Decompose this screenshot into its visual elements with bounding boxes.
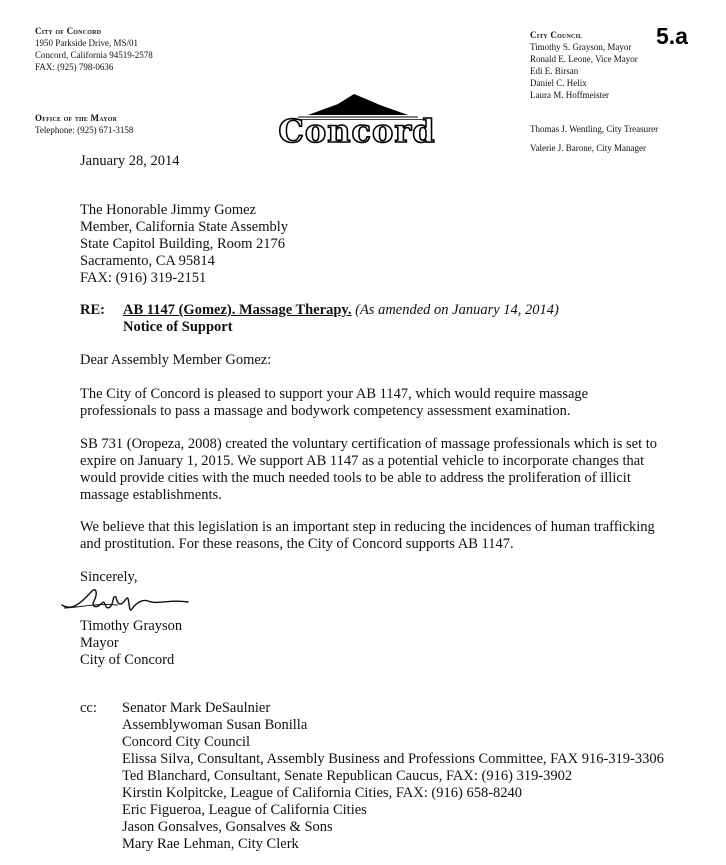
recipient-line: Sacramento, CA 95814 <box>80 253 215 269</box>
org-name: City of Concord <box>35 26 102 36</box>
amended-note: (As amended on January 14, 2014) <box>355 302 559 318</box>
signature-icon <box>58 585 193 621</box>
cc-recipient: Mary Rae Lehman, City Clerk <box>122 836 299 852</box>
body-paragraph <box>80 386 588 420</box>
signer-block <box>80 618 182 669</box>
recipient-line: FAX: (916) 319-2151 <box>80 270 207 286</box>
paragraph-line: and prostitution. For these reasons, the City of Concord supports AB 1147. <box>80 536 514 552</box>
cc-recipient: Concord City Council <box>122 734 251 750</box>
salutation: Dear Assembly Member Gomez: <box>80 352 272 368</box>
logo-text: Concord <box>278 112 436 144</box>
signer-name: Timothy Grayson <box>80 618 183 634</box>
paragraph-line: SB 731 (Oropeza, 2008) created the voluntary certification of massage professionals which is set to <box>80 436 658 452</box>
letter-date: January 28, 2014 <box>80 153 180 169</box>
paragraph-line: expire on January 1, 2015. We support AB 1147 as a potential vehicle to incorporate changes that <box>80 453 645 469</box>
cc-recipient: Elissa Silva, Consultant, Assembly Business and Professions Committee, FAX 916-319-3306 <box>122 751 664 767</box>
signer-title: Mayor <box>80 635 119 651</box>
council-member: Edi E. Birsan <box>530 66 579 76</box>
cc-recipient: Ted Blanchard, Consultant, Senate Republican Caucus, FAX: (916) 319-3902 <box>122 768 573 784</box>
signer-org: City of Concord <box>80 652 175 668</box>
city-treasurer: Thomas J. Wentling, City Treasurer <box>530 124 659 134</box>
address-line2: Concord, California 94519-2578 <box>35 50 153 60</box>
bill-title: AB 1147 (Gomez). Massage Therapy. <box>123 302 352 318</box>
cc-recipient: Senator Mark DeSaulnier <box>122 700 271 716</box>
office-name: Office of the Mayor <box>35 113 118 123</box>
council-member: Laura M. Hoffmeister <box>530 90 610 100</box>
concord-logo <box>268 92 446 144</box>
re-label: RE: <box>80 302 105 318</box>
council-member: Timothy S. Grayson, Mayor <box>530 42 632 52</box>
re-subject <box>123 302 559 319</box>
paragraph-line: The City of Concord is pleased to support your AB 1147, which would require massage <box>80 386 589 402</box>
cc-recipient: Kirstin Kolpitcke, League of California Cities, FAX: (916) 658-8240 <box>122 785 523 801</box>
city-manager: Valerie J. Barone, City Manager <box>530 143 646 153</box>
cc-list <box>122 700 664 853</box>
body-paragraph <box>80 519 655 553</box>
cc-recipient: Jason Gonsalves, Gonsalves & Sons <box>122 819 333 835</box>
body-paragraph <box>80 436 657 504</box>
address-line1: 1950 Parkside Drive, MS/01 <box>35 38 138 48</box>
recipient-line: State Capitol Building, Room 2176 <box>80 236 286 252</box>
cc-recipient: Assemblywoman Susan Bonilla <box>122 717 308 733</box>
telephone-number: Telephone: (925) 671-3158 <box>35 125 134 135</box>
recipient-line: Member, California State Assembly <box>80 219 289 235</box>
paragraph-line: professionals to pass a massage and bodywork competency assessment examination. <box>80 403 571 419</box>
fax-number: FAX: (925) 798-0636 <box>35 62 114 72</box>
cc-recipient: Eric Figueroa, League of California Cities <box>122 802 367 818</box>
council-heading: City Council <box>530 30 583 40</box>
council-member: Ronald E. Leone, Vice Mayor <box>530 54 638 64</box>
paragraph-line: We believe that this legislation is an important step in reducing the incidences of human trafficking <box>80 519 655 535</box>
notice-of-support: Notice of Support <box>123 319 233 335</box>
cc-label: cc: <box>80 700 97 716</box>
recipient-address <box>80 202 288 287</box>
closing: Sincerely, <box>80 569 138 585</box>
paragraph-line: massage establishments. <box>80 487 222 503</box>
paragraph-line: would provide cities with the much needed tools to be able to address the proliferation of illicit <box>80 470 631 486</box>
recipient-line: The Honorable Jimmy Gomez <box>80 202 256 218</box>
council-member: Daniel C. Helix <box>530 78 587 88</box>
agenda-item-label: 5.a <box>656 23 688 49</box>
